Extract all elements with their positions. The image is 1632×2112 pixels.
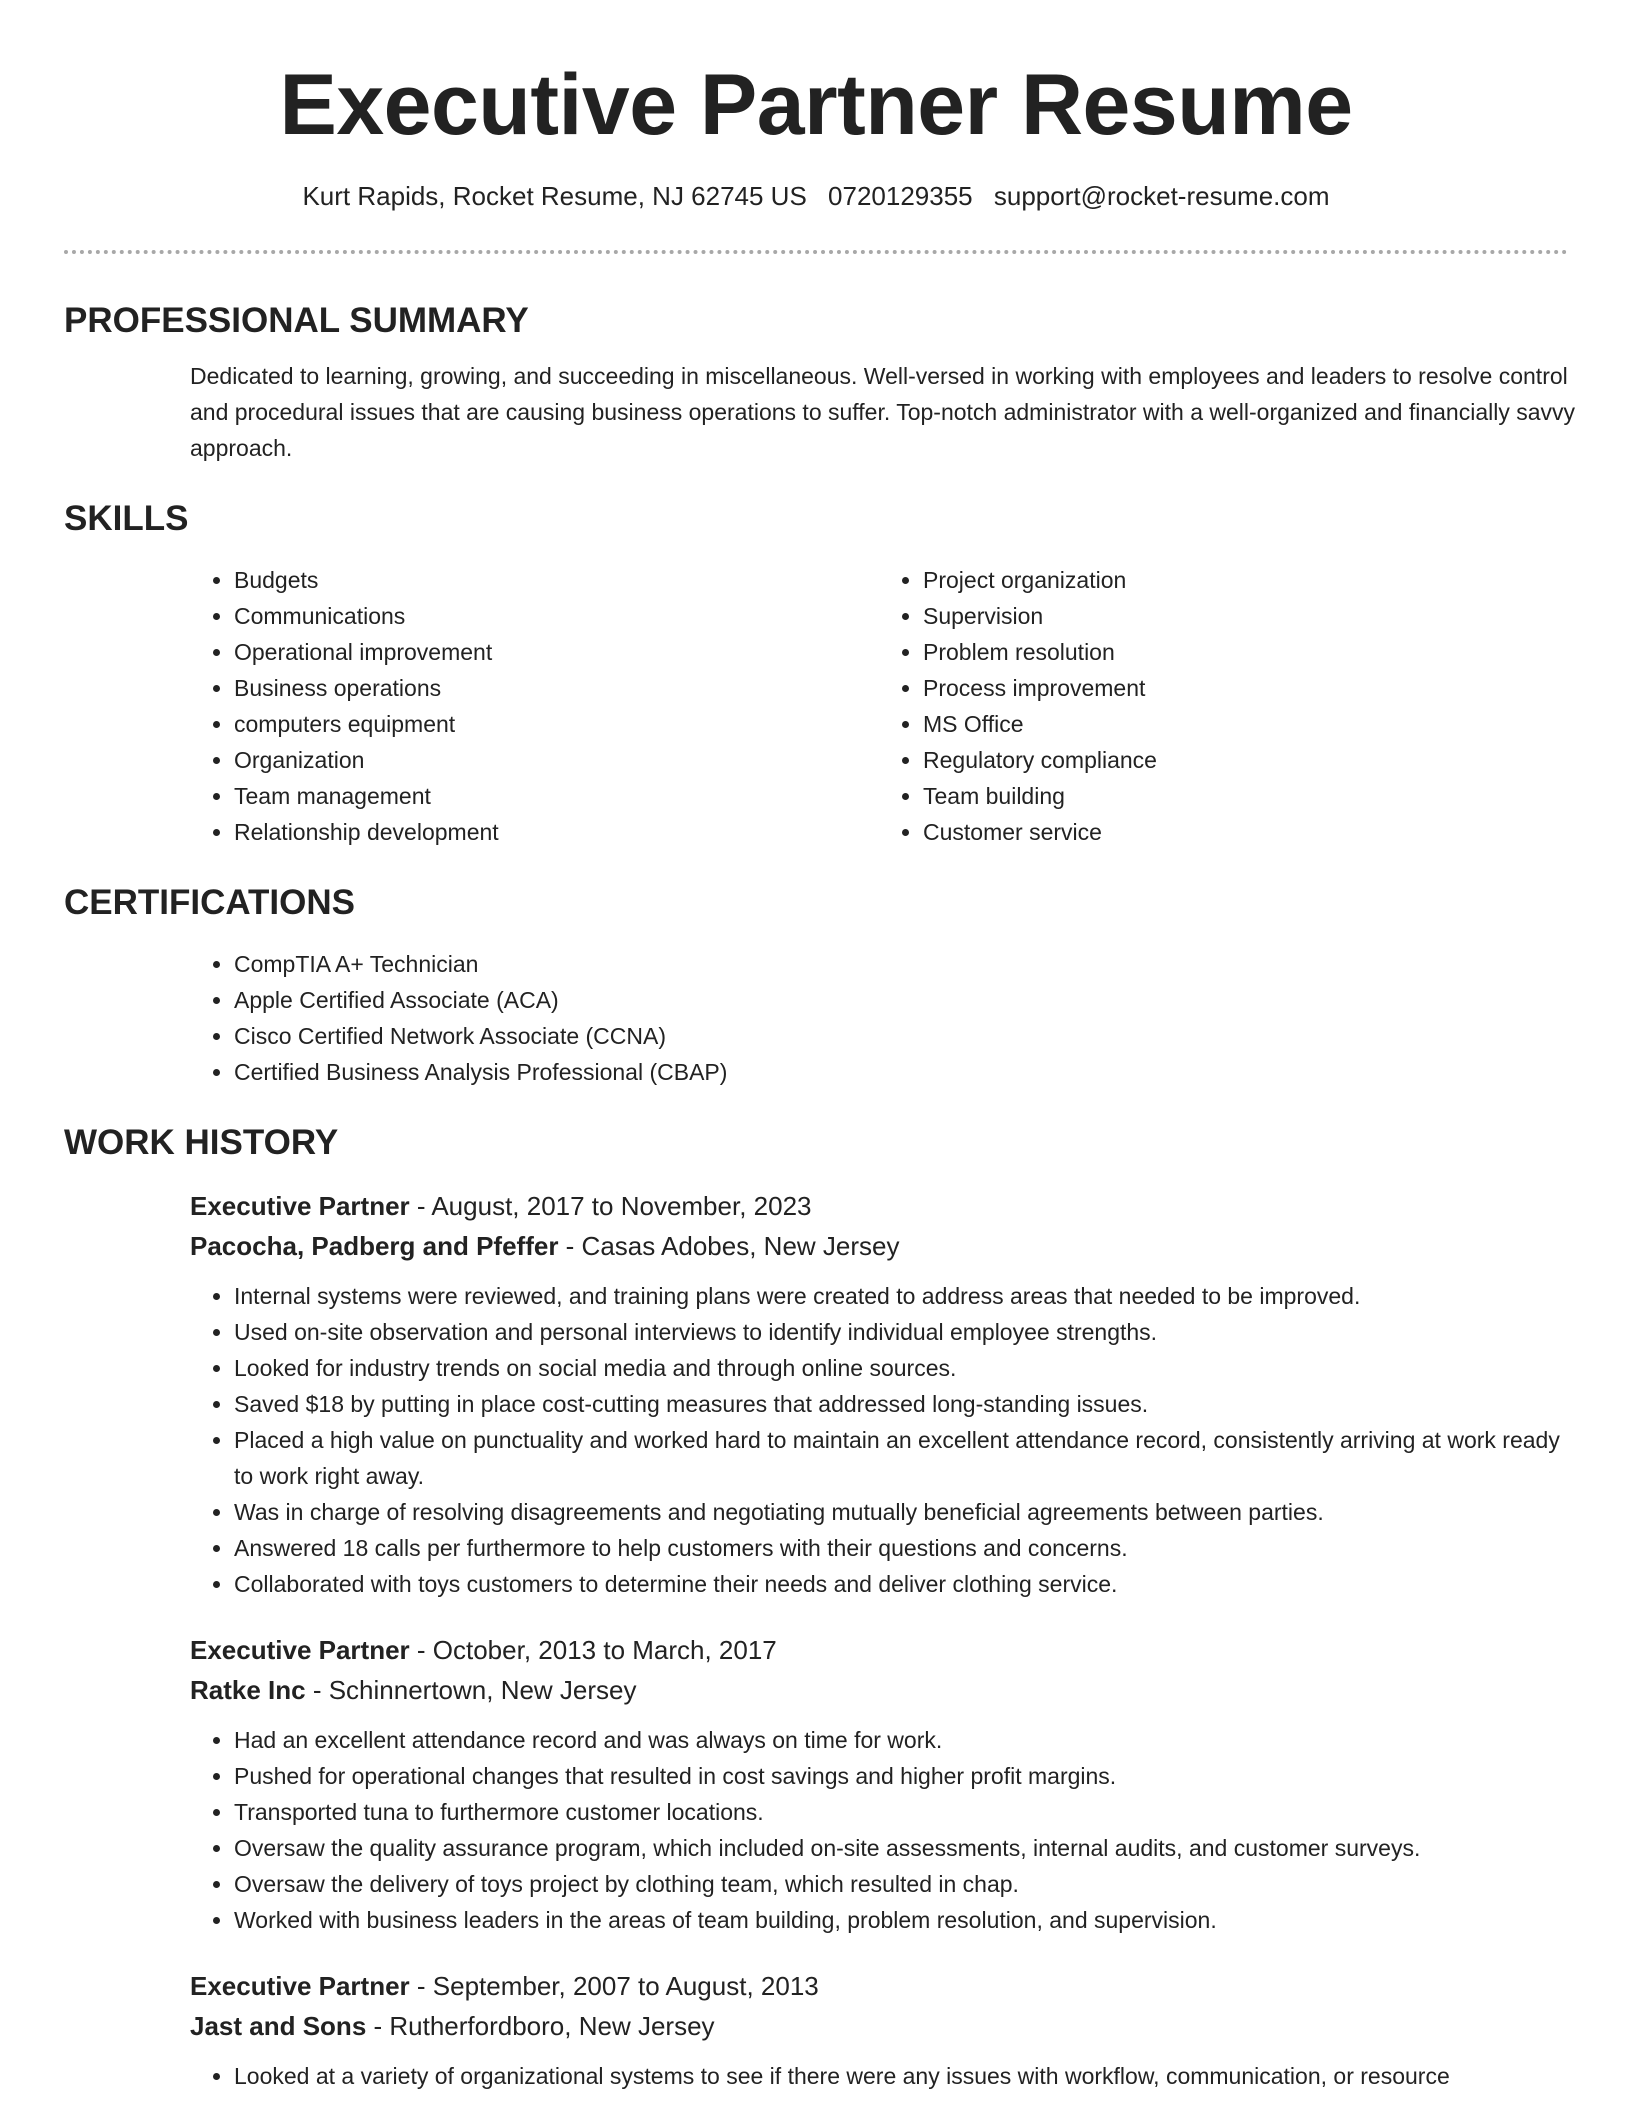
skill-item: • Team management [234, 778, 879, 814]
skill-item: • Team building [923, 778, 1568, 814]
job-title-line [190, 1186, 1568, 1226]
job-bullet: • Was in charge of resolving disagreements and negotiating mutually beneficial agreements between parties. [234, 1494, 1568, 1530]
job-bullet: • Transported tuna to furthermore customer locations. [234, 1794, 1568, 1830]
certifications-section [64, 878, 1568, 1090]
skill-item: • computers equipment [234, 706, 879, 742]
skill-item: • Regulatory compliance [923, 742, 1568, 778]
job-entry [190, 1966, 1568, 2094]
job-dates: - August, 2017 to November, 2023 [409, 1191, 812, 1221]
skills-heading: SKILLS [64, 499, 189, 538]
skills-list-left [190, 562, 879, 850]
job-bullet: • Internal systems were reviewed, and training plans were created to address areas that needed to be improved. [234, 1278, 1568, 1314]
summary-section [64, 296, 1576, 466]
job-role: Executive Partner [190, 1971, 410, 2001]
certification-item: • Cisco Certified Network Associate (CCNA) [234, 1018, 1568, 1054]
work-history-heading: WORK HISTORY [64, 1123, 339, 1162]
job-dates: - September, 2007 to August, 2013 [409, 1971, 819, 2001]
certifications-heading: CERTIFICATIONS [64, 883, 356, 922]
skill-item: • Relationship development [234, 814, 879, 850]
contact-phone: 0720129355 [828, 181, 973, 211]
certification-item: • CompTIA A+ Technician [234, 946, 1568, 982]
skill-item: • MS Office [923, 706, 1568, 742]
job-bullet: • Looked at a variety of organizational systems to see if there were any issues with workflow, communication, or resource [234, 2058, 1568, 2094]
skills-list-right [879, 562, 1568, 850]
skill-item: • Operational improvement [234, 634, 879, 670]
skill-item: • Communications [234, 598, 879, 634]
job-bullet: • Used on-site observation and personal interviews to identify individual employee strengths. [234, 1314, 1568, 1350]
job-bullet: • Placed a high value on punctuality and worked hard to maintain an excellent attendance record, consistently arriving at work ready to work right away. [234, 1422, 1568, 1494]
job-location: - Schinnertown, New Jersey [305, 1675, 637, 1705]
job-dates: - October, 2013 to March, 2017 [409, 1635, 777, 1665]
job-bullet: • Saved $18 by putting in place cost-cutting measures that addressed long-standing issues. [234, 1386, 1568, 1422]
skill-item: • Budgets [234, 562, 879, 598]
job-bullet: • Oversaw the quality assurance program, which included on-site assessments, internal audits, and customer surveys. [234, 1830, 1568, 1866]
header-divider [64, 250, 1568, 254]
job-title-line [190, 1966, 1568, 2006]
job-bullet: • Pushed for operational changes that resulted in cost savings and higher profit margins. [234, 1758, 1568, 1794]
job-bullet: • Had an excellent attendance record and was always on time for work. [234, 1722, 1568, 1758]
contact-line [0, 178, 1632, 214]
job-bullet: • Worked with business leaders in the areas of team building, problem resolution, and supervision. [234, 1902, 1568, 1938]
job-company: Pacocha, Padberg and Pfeffer [190, 1231, 559, 1261]
certification-item: • Certified Business Analysis Professional (CBAP) [234, 1054, 1568, 1090]
job-bullet: • Collaborated with toys customers to determine their needs and deliver clothing service. [234, 1566, 1568, 1602]
job-company: Ratke Inc [190, 1675, 306, 1705]
skill-item: • Problem resolution [923, 634, 1568, 670]
skill-item: • Project organization [923, 562, 1568, 598]
job-bullets [190, 2058, 1568, 2094]
work-history-section [64, 1118, 1568, 2094]
skill-item: • Process improvement [923, 670, 1568, 706]
job-role: Executive Partner [190, 1191, 410, 1221]
job-company-line [190, 1226, 1568, 1266]
contact-email: support@rocket-resume.com [993, 181, 1330, 211]
job-entry [190, 1630, 1568, 1938]
skill-item: • Business operations [234, 670, 879, 706]
skill-item: • Organization [234, 742, 879, 778]
certification-item: • Apple Certified Associate (ACA) [234, 982, 1568, 1018]
skill-item: • Supervision [923, 598, 1568, 634]
skills-section [64, 494, 1568, 850]
job-company: Jast and Sons [190, 2011, 367, 2041]
summary-text: Dedicated to learning, growing, and succeeding in miscellaneous. Well-versed in working with employees and leaders to resolve control and procedural issues that are causing business operations to suffer. Top-notch administrator with a well-organized and financially savvy approach. [190, 363, 1576, 461]
job-location: - Casas Adobes, New Jersey [558, 1231, 900, 1261]
job-bullet: • Oversaw the delivery of toys project by clothing team, which resulted in chap. [234, 1866, 1568, 1902]
job-location: - Rutherfordboro, New Jersey [366, 2011, 715, 2041]
job-company-line [190, 2006, 1568, 2046]
resume-content [64, 296, 1576, 2094]
job-bullet: • Answered 18 calls per furthermore to help customers with their questions and concerns. [234, 1530, 1568, 1566]
job-bullets [190, 1278, 1568, 1602]
job-entry [190, 1186, 1568, 1602]
job-title-line [190, 1630, 1568, 1670]
job-bullet: • Looked for industry trends on social media and through online sources. [234, 1350, 1568, 1386]
job-bullets [190, 1722, 1568, 1938]
resume-title: Executive Partner Resume [279, 57, 1353, 153]
contact-address: Kurt Rapids, Rocket Resume, NJ 62745 US [302, 181, 807, 211]
skill-item: • Customer service [923, 814, 1568, 850]
job-company-line [190, 1670, 1568, 1710]
job-role: Executive Partner [190, 1635, 410, 1665]
summary-heading: PROFESSIONAL SUMMARY [64, 301, 529, 340]
certifications-list [190, 946, 1568, 1090]
